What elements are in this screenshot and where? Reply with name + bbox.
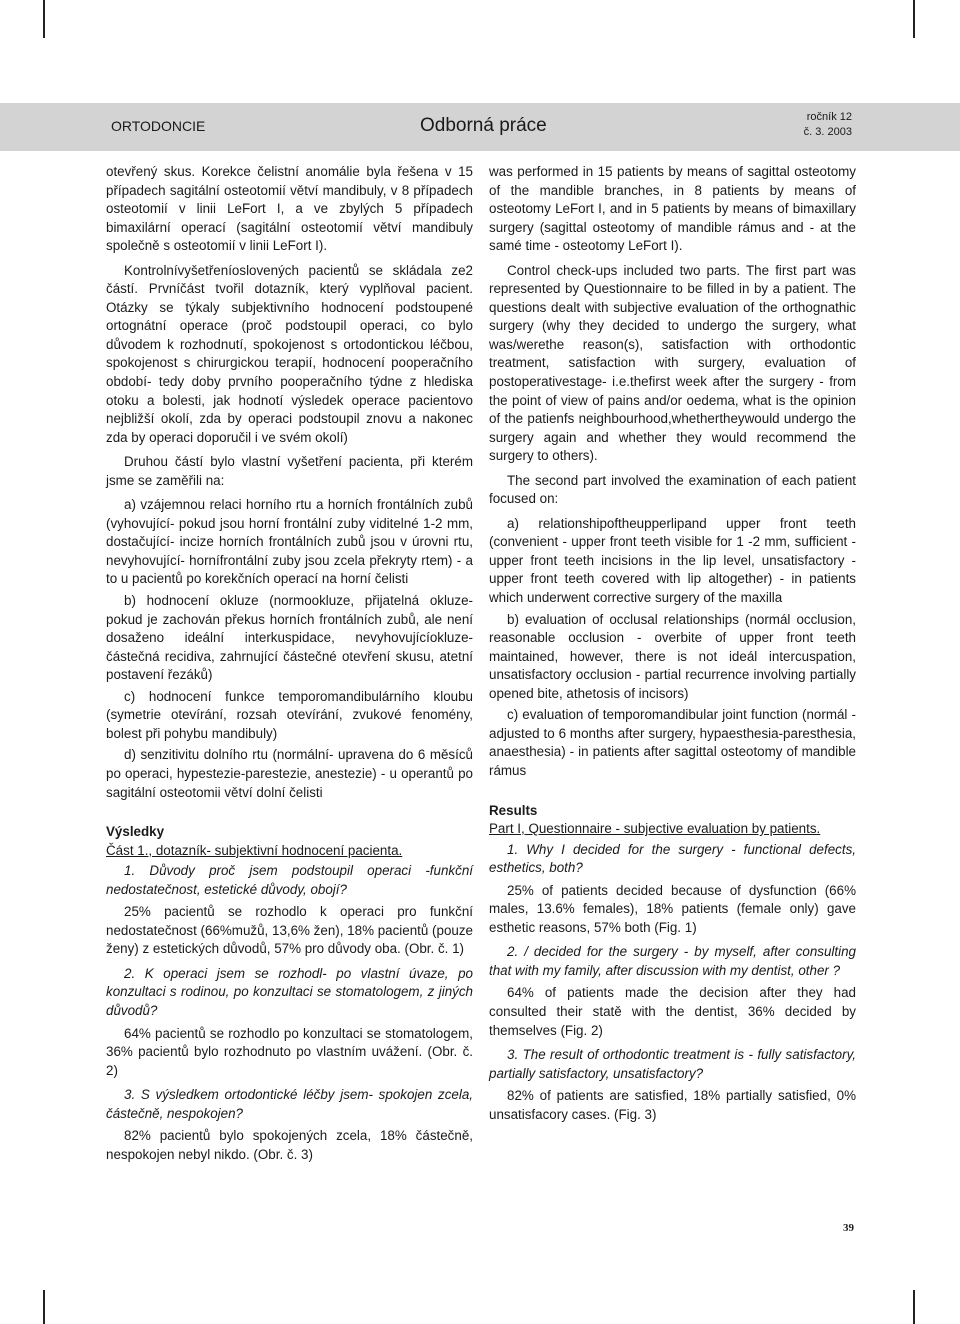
- paragraph: The second part involved the examination of each patient focused on:: [489, 472, 856, 507]
- paragraph: was performed in 15 patients by means of sagittal osteotomy of the mandible branches, in 8 patients by means of osteotomy LeFort I, and in 5 patients by means of bimaxillary surgery (sagittal osteotomy of mandible rámus and - at the samé time - osteotomy LeFort I).: [489, 164, 856, 254]
- answer-2: 64% pacientů se rozhodlo po konzultaci se stomatologem, 36% pacientů bylo rozhodnuto po vlastním uvážení. (Obr. č. 2): [106, 1025, 473, 1078]
- exam-item-d: d) senzitivitu dolního rtu (normální- upravena do 6 měsíců po operaci, hypestezie-parestezie, anestezie) - u operantů po sagitální osteotomii větví dolní čelisti: [106, 747, 473, 800]
- article-type: Odborná práce: [420, 115, 547, 136]
- paragraph: otevřený skus. Korekce čelistní anomálie byla řešena v 15 případech sagitální osteotomií větví mandibuly, v 8 případech osteotomií v linii LeFort I, a ve zbylých 5 případech bimaxilární operací (sagitální osteotomií větví mandibuly společně s osteotomií v linii LeFort I).: [106, 164, 473, 254]
- results-heading: Results: [489, 802, 538, 818]
- part-heading: Part I, Questionnaire - subjective evaluation by patients.: [489, 821, 821, 837]
- paragraph: Druhou částí bylo vlastní vyšetření pacienta, při kterém jsme se zaměřili na:: [106, 454, 473, 488]
- issue-info: [804, 110, 852, 140]
- answer-3: 82% of patients are satisfied, 18% partially satisfied, 0% unsatisfacory cases. (Fig. 3): [489, 1088, 856, 1122]
- results-heading: Výsledky: [106, 824, 165, 840]
- journal-section: ORTODONCIE: [111, 118, 206, 134]
- answer-2: 64% of patients made the decision after they had consulted their statě with the dentist, 36% decided by themselves (Fig. 2): [489, 985, 856, 1038]
- issue-label: č. 3. 2003: [803, 126, 852, 138]
- exam-item-c: c) evaluation of temporomandibular joint function (normál - adjusted to 6 months after surgery, hypaesthesia-paresthesia, anaesthesia) - in patients after sagittal osteotomy of mandible rámus: [489, 707, 856, 778]
- running-header: [0, 103, 960, 151]
- crop-mark-right: [913, 0, 915, 38]
- exam-item-b: b) evaluation of occlusal relationships (normál occlusion, reasonable occlusion - overbite of upper front teeth maintained, however, there is not ideál intercuspation, unsatisfactory occlusion - partial recurrence involving partially opened bite, athetosis of incisors): [489, 611, 856, 701]
- answer-3: 82% pacientů bylo spokojených zcela, 18% částečně, nespokojen nebyl nikdo. (Obr. č. 3): [106, 1128, 473, 1162]
- exam-item-c: c) hodnocení funkce temporomandibulárního kloubu (symetrie otevírání, rozsah otevírání, zvukové fenomény, bolest při pohybu mandibuly): [106, 688, 473, 741]
- paragraph: Kontrolnívyšetřeníoslovených pacientů se skládala ze2 částí. Prvníčást tvořil dotazník, který vyplňoval pacient. Otázky se týkaly subjektivního hodnocení podstoupené ortognátní operace (proč podstoupil operaci, co bylo důvodem k rozhodnutí, spokojenost s ortodontickou léčbou, spokojenost s chirurgickou terapií, hodnocení pooperačního období- tedy doby prvního pooperačního týdne z hlediska otoku a bolesti, jak hodnotí výsledek operace pacientovo nejbližší okolí, zda by operaci podstoupil znovu a nakonec zda by operaci doporučil i ve svém okolí): [106, 262, 473, 445]
- spacer: [106, 805, 473, 823]
- paragraph: Control check-ups included two parts. The first part was represented by Questionnaire to be filled in by a patient. The questions dealt with subjective evaluation of the orthognathic surgery (why they decided to undergo the surgery, what was/werethe reason(s), satisfaction with orthodontic treatment, satisfaction with surgery, evaluation of postoperativestage- i.e.thefirst week after the surgery - from the point of view of pains and/or oedema, what is the opinion of the patienfs neighbourhood,whethertheywould undergo the surgery again and whether they would recommend the surgery to others).: [489, 262, 856, 464]
- question-2: 2. K operaci jsem se rozhodl- po vlastní úvaze, po konzultaci s rodinou, po konzultaci se stomatologem, z jiných důvodů?: [106, 965, 473, 1018]
- page-number: 39: [843, 1222, 854, 1234]
- exam-item-a: a) relationshipoftheupperlipand upper front teeth (convenient - upper front teeth visible for 1 -2 mm, sufficient - upper front teeth incisions in the lip level, unsatisfactory - upper front teeth covered with lip altogether) - in patients which underwent corrective surgery of the maxilla: [489, 515, 856, 606]
- question-2: 2. / decided for the surgery - by myself, after consulting that with my family, after discussion with my dentist, other ?: [489, 944, 856, 978]
- volume-label: ročník 12: [806, 111, 852, 123]
- exam-item-a: a) vzájemnou relaci horního rtu a horních frontálních zubů (vyhovující- pokud jsou horní frontální zuby viditelné 1-2 mm, dostačující- incize horních frontálních zubů jsou v úrovni rtu, nevyhovující- hornífrontální zuby jsou zcela překryty rtem) - a to u pacientů po korekčních operací na horní čelisti: [106, 497, 473, 587]
- question-1: 1. Why I decided for the surgery - functional defects, esthetics, both?: [489, 841, 856, 876]
- part-heading: Část 1., dotazník- subjektivní hodnocení pacienta.: [106, 842, 403, 858]
- answer-1: 25% of patients decided because of dysfunction (66% males, 13.6% females), 18% patients (female only) gave esthetic reasons, 57% both (Fig. 1): [489, 882, 856, 935]
- left-column-czech: [106, 163, 473, 1170]
- crop-mark-bottom-left: [43, 1290, 45, 1324]
- question-3: 3. S výsledkem ortodontické léčby jsem- spokojen zcela, částečně, nespokojen?: [106, 1087, 473, 1121]
- right-column-english: [489, 163, 856, 1130]
- question-3: 3. The result of orthodontic treatment is - fully satisfactory, partially satisfactory, unsatisfactory?: [489, 1047, 856, 1081]
- spacer: [489, 784, 856, 802]
- question-1: 1. Důvody proč jsem podstoupil operaci -funkční nedostatečnost, estetické důvody, obojí?: [106, 863, 473, 897]
- crop-mark-left: [43, 0, 45, 38]
- crop-mark-bottom-right: [913, 1290, 915, 1324]
- answer-1: 25% pacientů se rozhodlo k operaci pro funkční nedostatečnost (66%mužů, 13,6% žen), 18% pacientů (pouze ženy) z estetických důvodů, 57% pro důvody oba. (Obr. č. 1): [106, 904, 473, 957]
- exam-item-b: b) hodnocení okluze (normookluze, přijatelná okluze- pokud je zachován překus horních frontálních zubů, ale není dosaženo ideální interkuspidace, nevyhovujícíokluze- částečná recidiva, zahrnující částečné otevření skusu, atetní postavení řezáků): [106, 593, 473, 683]
